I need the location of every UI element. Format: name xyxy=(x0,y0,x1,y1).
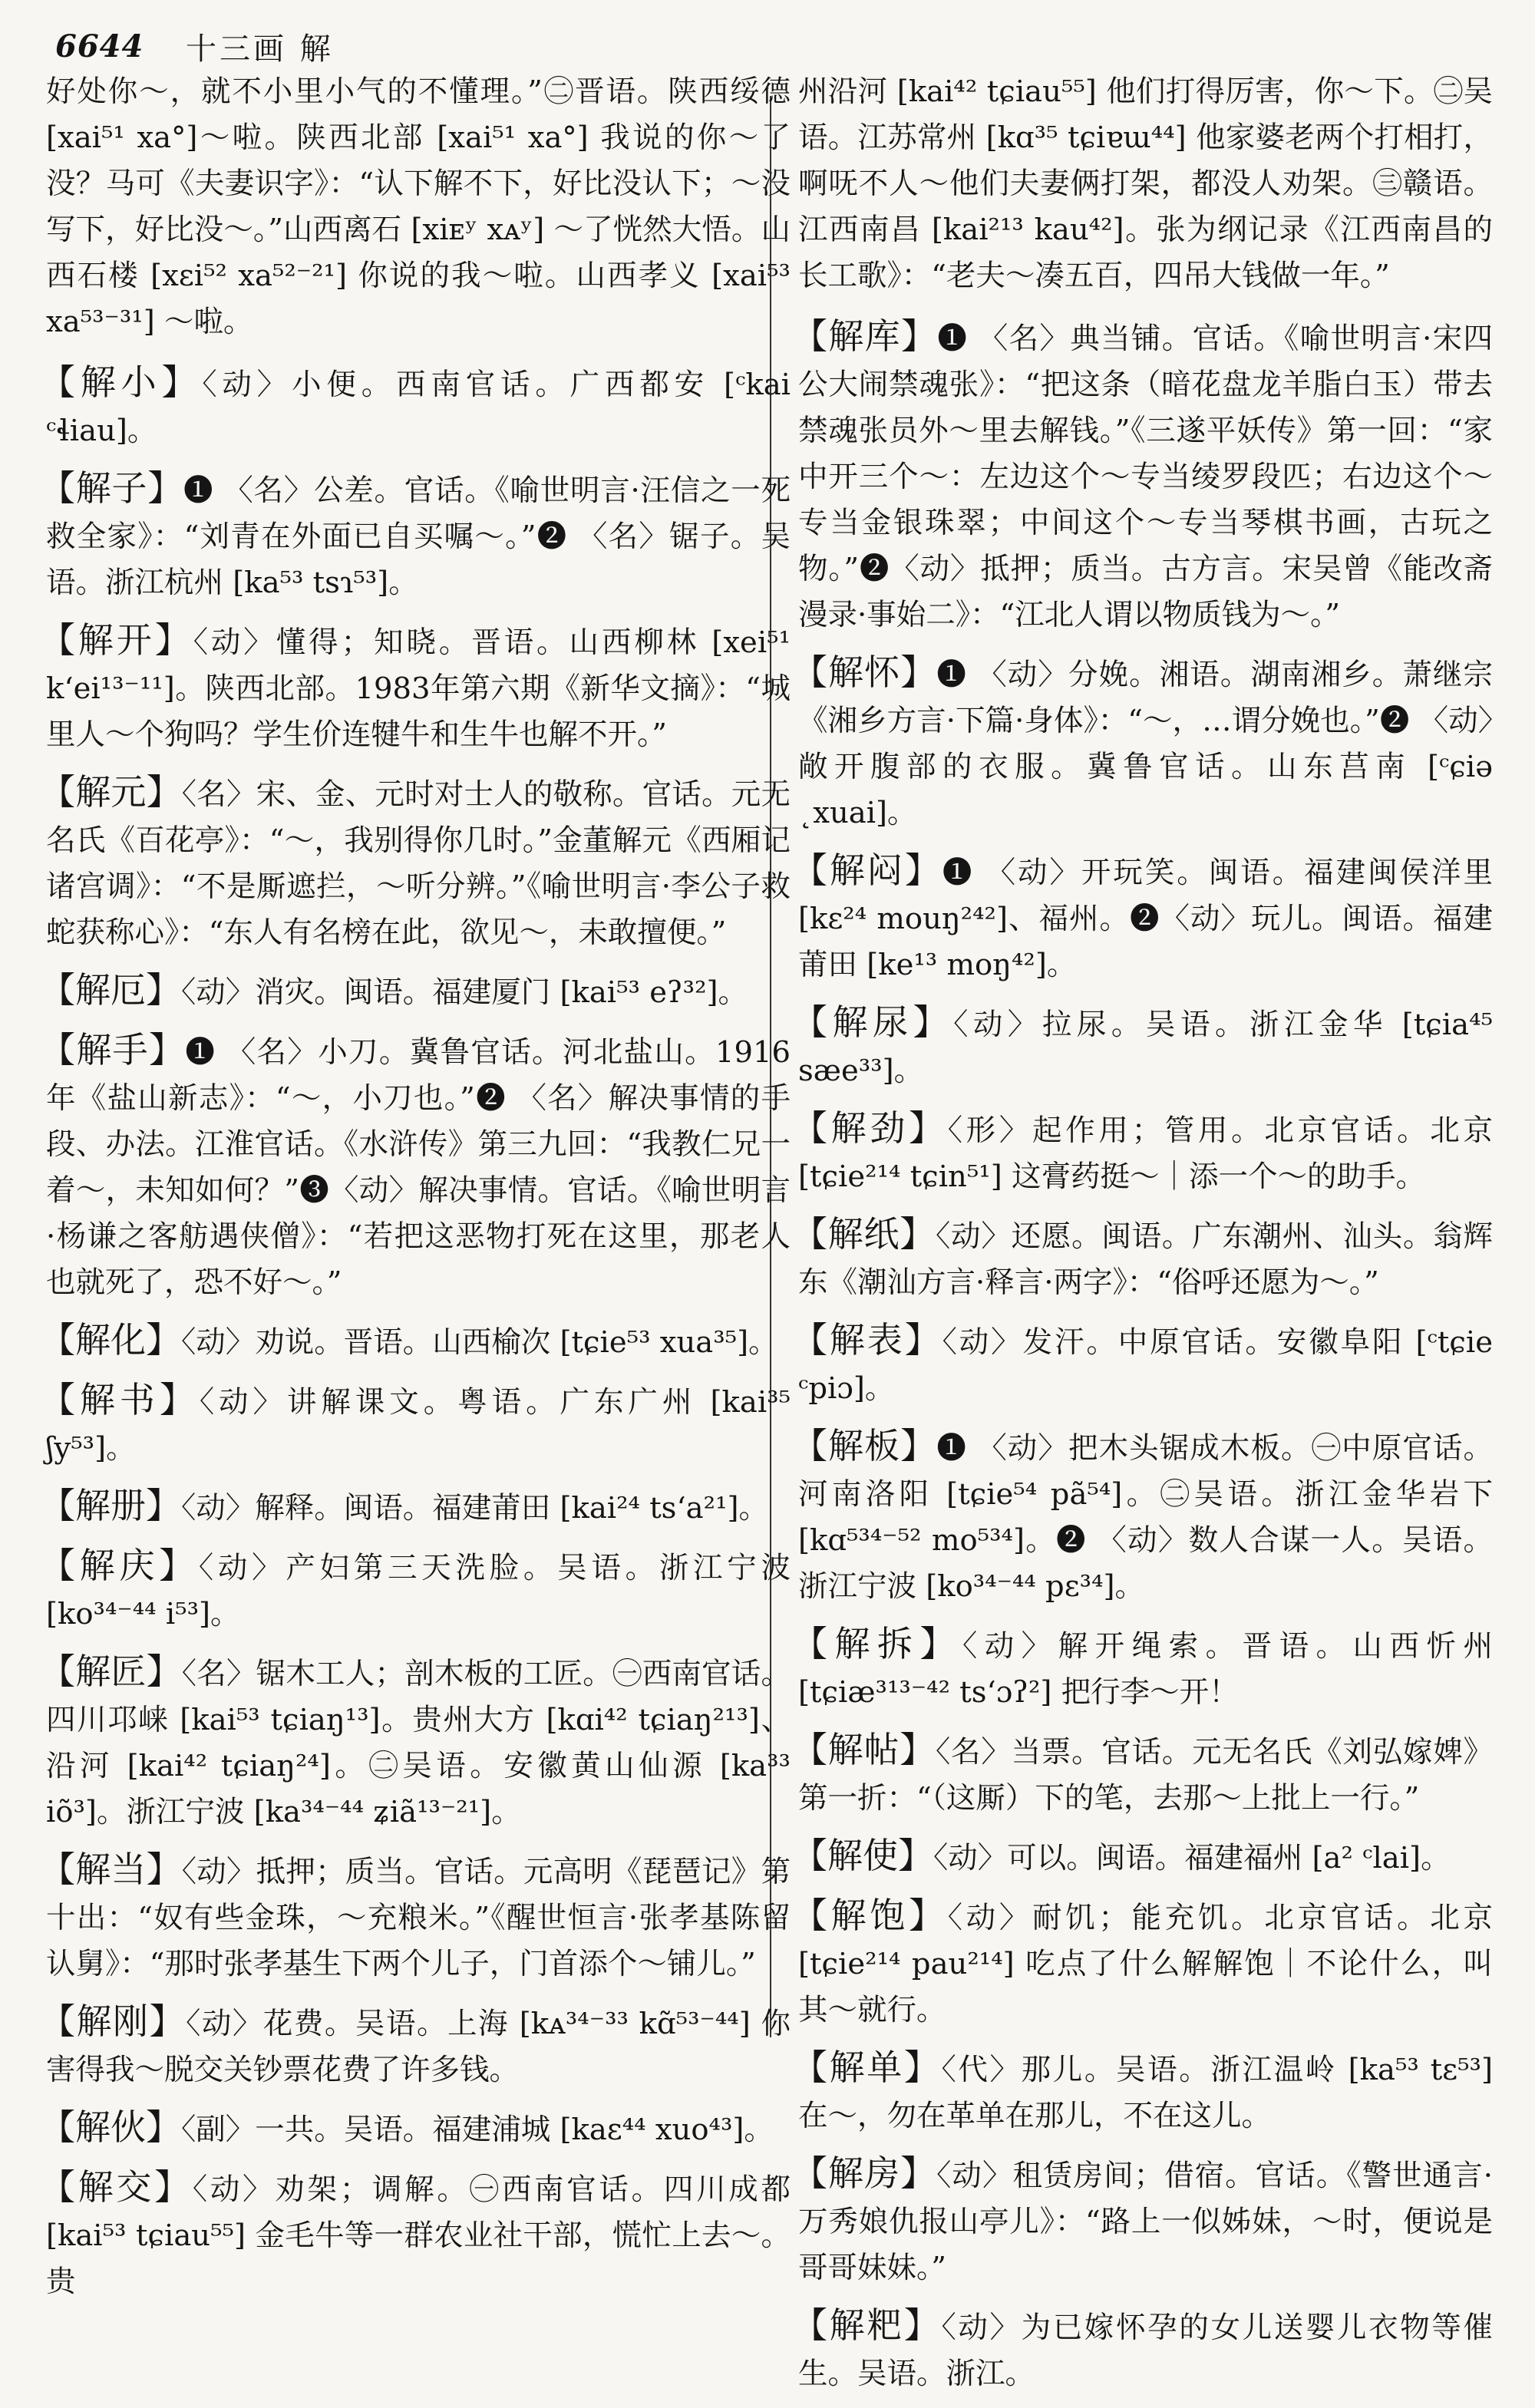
entry-headword: 【解交】 xyxy=(40,2166,193,2208)
dictionary-entry xyxy=(792,1832,1493,1882)
dictionary-entry xyxy=(40,1648,791,1836)
entry-text: ❶ 〈动〉把木头锯成木板。㊀中原官话。河南洛阳 [tɕie⁵⁴ pã⁵⁴]。㊁吴语。浙江金华岩下 [kɑ⁵³⁴⁻⁵² mo⁵³⁴]。❷ 〈动〉数人合谋一人。吴语。浙江宁波 [ko³⁴⁻⁴⁴ pɛ³⁴]。 xyxy=(798,1431,1493,1604)
entry-headword: 【解帖】 xyxy=(792,1729,936,1770)
entry-headword: 【解使】 xyxy=(792,1835,933,1876)
entry-text: 〈动〉消灾。闽语。福建厦门 [kai⁵³ eʔ³²]。 xyxy=(181,975,748,1010)
dictionary-entry xyxy=(792,1211,1493,1306)
entry-text: ❶ 〈名〉典当铺。官话。《喻世明言·宋四公大闹禁魂张》：“把这条（暗花盘龙羊脂白玉）带去禁魂张员外～里去解钱。”《三遂平妖传》第一回：“家中开三个～：左边这个～专当绫罗段匹；右边这个～专当金银珠翠；中间这个～专当琴棋书画，古玩之物。”❷〈动〉抵押；质当。古方言。宋吴曾《能改斋漫录·事始二》：“江北人谓以物质钱为～。” xyxy=(798,322,1494,632)
entry-text: 〈形〉起作用；管用。北京官话。北京 [tɕie²¹⁴ tɕin⁵¹] 这膏药挺～｜添一个～的助手。 xyxy=(798,1113,1493,1194)
dictionary-entry xyxy=(40,1542,791,1638)
entry-headword: 【解庆】 xyxy=(40,1545,199,1586)
entry-text: 〈副〉一共。吴语。福建浦城 [kaɛ⁴⁴ xuo⁴³]。 xyxy=(181,2113,774,2147)
dictionary-entry xyxy=(792,1727,1493,1822)
dictionary-entry xyxy=(40,359,791,454)
dictionary-entry xyxy=(40,465,791,606)
dictionary-entry xyxy=(792,1423,1493,1610)
entry-headword: 【解库】 xyxy=(792,315,938,357)
entry-text: 〈动〉租赁房间；借宿。官话。《警世通言·万秀娘仇报山亭儿》：“路上一似姊妹，～时，便说是哥哥妹妹。” xyxy=(798,2159,1493,2285)
entry-text: 〈动〉耐饥；能充饥。北京官话。北京 [tɕie²¹⁴ pau²¹⁴] 吃点了什么解解饱｜不论什么，叫其～就行。 xyxy=(798,1901,1493,2027)
page-header xyxy=(55,23,334,69)
entry-text: 州沿河 [kai⁴² tɕiau⁵⁵] 他们打得厉害，你～下。㊁吴语。江苏常州 [kɑ³⁵ tɕiɐɯ⁴⁴] 他家婆老两个打相打，啊呒不人～他们夫妻俩打架，都没人劝架。㊂赣语。江西南昌 [kai²¹³ kau⁴²]。张为纲记录《江西南昌的长工歌》：“老夫～凑五百，四吊大钱做一年。” xyxy=(798,74,1493,293)
entry-text: 〈动〉劝架；调解。㊀西南官话。四川成都 [kai⁵³ tɕiau⁵⁵] 金毛牛等一群农业社干部，慌忙上去～。贵 xyxy=(46,2172,791,2299)
dictionary-entry xyxy=(792,313,1494,638)
dictionary-entry xyxy=(792,1621,1493,1716)
entry-headword: 【解开】 xyxy=(40,619,193,661)
dictionary-entry xyxy=(792,999,1493,1094)
page-number: 6644 xyxy=(55,28,144,64)
dictionary-entry xyxy=(40,2104,791,2153)
dictionary-entry xyxy=(40,1998,791,2093)
entry-headword: 【解小】 xyxy=(40,361,203,403)
entry-headword: 【解怀】 xyxy=(792,651,937,693)
entry-headword: 【解粑】 xyxy=(792,2304,942,2346)
entry-text: 〈名〉当票。官话。元无名氏《刘弘嫁婢》第一折：“（这厮）下的笔，去那～上批上一行。” xyxy=(798,1735,1493,1816)
entry-text: 〈动〉抵押；质当。官话。元高明《琵琶记》第十出：“奴有些金珠，～充粮米。”《醒世恒言·张孝基陈留认舅》：“那时张孝基生下两个儿子，门首添个～铺儿。” xyxy=(46,1855,791,1981)
entry-headword: 【解书】 xyxy=(40,1379,200,1420)
entry-headword: 【解化】 xyxy=(40,1319,181,1361)
dictionary-entry xyxy=(40,769,791,956)
dictionary-entry xyxy=(40,1317,791,1366)
entry-headword: 【解匠】 xyxy=(40,1651,182,1692)
entry-headword: 【解尿】 xyxy=(792,1001,954,1043)
entry-headword: 【解房】 xyxy=(792,2152,937,2194)
right-column xyxy=(792,69,1494,2408)
entry-text: 〈动〉为已嫁怀孕的女儿送婴儿衣物等催生。吴语。浙江。 xyxy=(798,2311,1493,2391)
entry-headword: 【解单】 xyxy=(792,2047,942,2088)
dictionary-entry xyxy=(792,1317,1493,1412)
entry-headword: 【解当】 xyxy=(40,1849,182,1890)
dictionary-entry xyxy=(40,1483,791,1532)
entry-text: ❶ 〈名〉公差。官话。《喻世明言·汪信之一死救全家》：“刘青在外面已自买嘱～。”❷ 〈名〉锯子。吴语。浙江杭州 [ka⁵³ tsɿ⁵³]。 xyxy=(46,473,791,600)
dictionary-entry xyxy=(792,1892,1493,2034)
page-running-title: 十三画 解 xyxy=(186,31,334,67)
dictionary-entry xyxy=(40,1846,791,1987)
dictionary-entry xyxy=(40,2164,791,2305)
entry-headword: 【解子】 xyxy=(40,467,184,509)
entry-text: 〈动〉拉尿。吴语。浙江金华 [tɕia⁴⁵ sæe³³]。 xyxy=(798,1008,1493,1088)
left-column xyxy=(40,69,791,2316)
dictionary-entry xyxy=(792,847,1493,988)
entry-headword: 【解闷】 xyxy=(792,849,942,891)
dictionary-entry xyxy=(792,1105,1493,1200)
entry-headword: 【解饱】 xyxy=(792,1895,948,1936)
entry-headword: 【解板】 xyxy=(792,1425,937,1466)
entry-text: 〈动〉讲解课文。粤语。广东广州 [kai³⁵ ʃy⁵³]。 xyxy=(46,1385,791,1466)
entry-headword: 【解劲】 xyxy=(792,1107,948,1149)
entry-headword: 【解刚】 xyxy=(40,2001,187,2042)
entry-text: 〈动〉解开绳索。晋语。山西忻州 [tɕiæ³¹³⁻⁴² ts‘ɔʔ²] 把行李～开！ xyxy=(798,1629,1493,1710)
dictionary-entry xyxy=(798,69,1493,299)
entry-text: 〈动〉产妇第三天洗脸。吴语。浙江宁波 [ko³⁴⁻⁴⁴ i⁵³]。 xyxy=(46,1551,791,1631)
entry-text: 〈动〉花费。吴语。上海 [kᴀ³⁴⁻³³ kɑ̃⁵³⁻⁴⁴] 你害得我～脱交关钞票花费了许多钱。 xyxy=(46,2007,791,2087)
entry-headword: 【解表】 xyxy=(792,1319,942,1361)
entry-headword: 【解厄】 xyxy=(40,969,181,1011)
entry-text: 〈动〉懂得；知晓。晋语。山西柳林 [xei⁵¹ k‘ei¹³⁻¹¹]。陕西北部。1983年第六期《新华文摘》：“城里人～个狗吗？学生价连犍牛和生牛也解不开。” xyxy=(46,625,791,752)
entry-text: ❶ 〈名〉小刀。冀鲁官话。河北盐山。1916年《盐山新志》：“～，小刀也。”❷ 〈名〉解决事情的手段、办法。江淮官话。《水浒传》第三九回：“我教仁兄一着～，未知如何？”❸〈动〉解决事情。官话。《喻世明言·杨谦之客舫遇侠僧》：“若把这恶物打死在这里，那老人也就死了，恐不好～。” xyxy=(46,1035,791,1300)
entry-text: 〈动〉发汗。中原官话。安徽阜阳 [ᶜtɕie ᶜpiɔ]。 xyxy=(798,1325,1493,1406)
dictionary-entry xyxy=(40,617,791,758)
dictionary-entry xyxy=(40,1377,791,1472)
entry-text: 〈动〉小便。西南官话。广西都安 [ᶜkai ᶜɬiau]。 xyxy=(46,368,791,448)
entry-text: 〈动〉劝说。晋语。山西榆次 [tɕie⁵³ xua³⁵]。 xyxy=(181,1325,778,1360)
dictionary-entry xyxy=(40,1027,791,1306)
entry-text: 〈动〉还愿。闽语。广东潮州、汕头。翁辉东《潮汕方言·释言·两字》：“俗呼还愿为～。” xyxy=(798,1219,1493,1300)
entry-text: 〈名〉宋、金、元时对士人的敬称。官话。元无名氏《百花亭》：“～，我别得你几时。”金董解元《西厢记诸宫调》：“不是厮遮拦，～听分辨。”《喻世明言·李公子救蛇获称心》：“东人有名榜在此，欲见～，未敢擅便。” xyxy=(46,777,791,950)
entry-text: 〈动〉可以。闽语。福建福州 [a² ᶜlai]。 xyxy=(933,1841,1451,1875)
dictionary-entry xyxy=(792,2302,1493,2397)
entry-headword: 【解纸】 xyxy=(792,1213,936,1255)
entry-headword: 【解手】 xyxy=(40,1029,186,1070)
dictionary-entry xyxy=(46,69,791,345)
entry-text: 〈动〉解释。闽语。福建莆田 [kai²⁴ ts‘a²¹]。 xyxy=(181,1491,769,1526)
entry-headword: 【解册】 xyxy=(40,1485,181,1526)
dictionary-entry xyxy=(792,649,1493,836)
dictionary-entry xyxy=(40,967,791,1016)
dictionary-entry xyxy=(792,2150,1493,2291)
entry-headword: 【解伙】 xyxy=(40,2106,181,2148)
entry-headword: 【解元】 xyxy=(40,771,182,813)
entry-text: 〈名〉锯木工人；剖木板的工匠。㊀西南官话。四川邛崃 [kai⁵³ tɕiaŋ¹³]。贵州大方 [kɑi⁴² tɕiaŋ²¹³]、沿河 [kai⁴² tɕiaŋ²⁴]。㊁吴语。安徽黄山仙源 [ka³³ iõ³]。浙江宁波 [ka³⁴⁻⁴⁴ ʑiã¹³⁻²¹]。 xyxy=(46,1657,791,1829)
entry-text: ❶ 〈动〉开玩笑。闽语。福建闽侯洋里 [kɛ²⁴ mouŋ²⁴²]、福州。❷〈动〉玩儿。闽语。福建莆田 [ke¹³ moŋ⁴²]。 xyxy=(798,856,1493,982)
dictionary-entry xyxy=(792,2044,1494,2139)
entry-text: ❶ 〈动〉分娩。湘语。湖南湘乡。萧继宗《湘乡方言·下篇·身体》：“～，…谓分娩也。”❷ 〈动〉敞开腹部的衣服。冀鲁官话。山东莒南 [ᶜɕiə ˛xuai]。 xyxy=(798,658,1493,830)
entry-headword: 【解拆】 xyxy=(792,1623,962,1664)
entry-text: 好处你～，就不小里小气的不懂理。”㊁晋语。陕西绥德[xai⁵¹ xa°]～啦。陕西北部 [xai⁵¹ xa°] 我说的你～了没？马可《夫妻识字》：“认下解不下，好比没认下；～没写下，好比没～。”山西离石 [xiᴇʸ xᴀʸ] ～了恍然大悟。山西石楼 [xɛi⁵² xa⁵²⁻²¹] 你说的我～啦。山西孝义 [xai⁵³ xa⁵³⁻³¹] ～啦。 xyxy=(46,74,791,339)
entry-text: 〈代〉那儿。吴语。浙江温岭 [ka⁵³ tɛ⁵³] 在～，勿在革单在那儿，不在这儿。 xyxy=(798,2053,1494,2133)
